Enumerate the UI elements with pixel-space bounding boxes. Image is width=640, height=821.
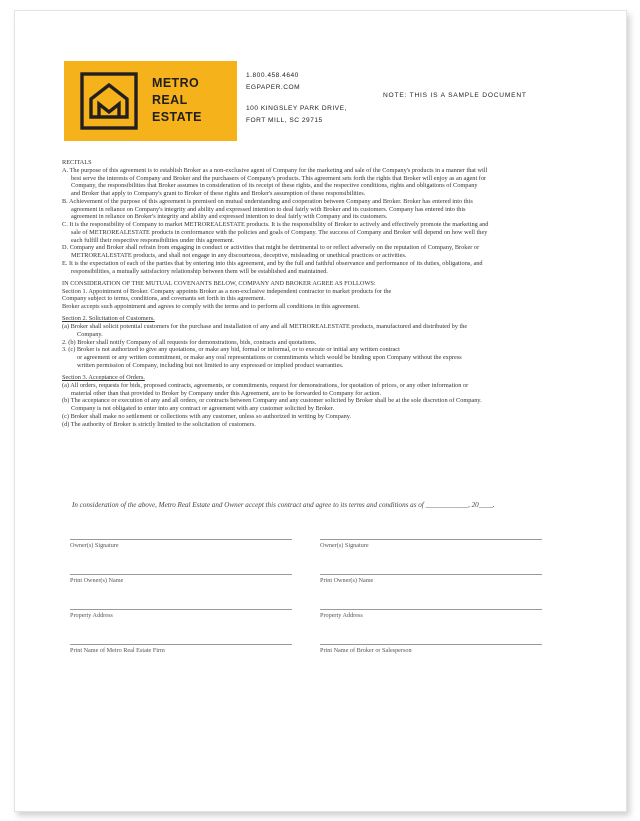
logo-wordmark [152,75,202,126]
recital-line: agreement in reliance on Broker's integrity and ability and expressed intention to deal fairly with Company and its customers. [71,213,388,221]
contact-street: 100 KINGSLEY PARK DRIVE, [246,105,347,112]
contact-phone: 1.800.458.4640 [246,72,299,79]
company-logo [64,61,237,141]
section-3 [62,374,592,428]
recital-line: and Broker that apply to Company's grant to Broker of these rights and Broker's assumption of these responsibilities. [71,190,366,197]
section-2-line: 3. (c) Broker is not authorized to give any quotations, or make any bid, formal or informal, or to execute or initial any written contract [62,346,400,354]
owner-signature-line-right[interactable]: Owner(s) Signature [320,539,542,549]
consideration-heading: IN CONSIDERATION OF THE MUTUAL COVENANTS BELOW, COMPANY AND BROKER AGREE AS FOLLOWS: [62,279,376,287]
section-2-line: written permission of Company, including but not limited to any expressed or implied product warranties. [77,361,344,369]
recital-line: D. Company and Broker shall refrain from engaging in conduct or activities that might be detrimental to or reflect adversely on the reputation of Company, Broker or [62,244,480,252]
section-2-line: 2. (b) Broker shall notify Company of all requests for demonstrations, bids, contracts and quotations. [62,338,317,346]
contact-city: FORT MILL, SC 29715 [246,116,323,124]
section-3-line: (d) The authority of Broker is strictly limited to the solicitation of customers. [62,420,256,428]
house-icon [80,72,138,130]
section-2-line: Company. [77,330,103,338]
section-2-line: (a) Broker shall solicit potential customers for the purchase and installation of any and all METROREALESTATE products, manufactured and distributed by the [62,323,468,330]
section-3-line: Company is not obligated to enter into any contract or agreement with any customer solicited by Broker. [71,405,335,412]
section-3-line: (a) All orders, requests for bids, proposed contracts, agreements, or commitments, request for demonstrations, for quotation of prices, or any other information or [62,381,469,389]
consideration-line: Company subject to terms, conditions, and covenants set forth in this agreement. [62,295,266,303]
property-address-line-left[interactable]: Property Address [70,609,292,619]
recital-line: Company, the responsibilities that Broker assumes in consideration of its receipt of these rights, and the respective conditions, rights and obligations of Company [71,182,478,190]
logo-line-3: ESTATE [152,110,202,124]
section-2-heading: Section 2. Solicitation of Customers. [62,315,155,323]
recital-line: sale of METROREALESTATE products in conformance with the policies and goals of Company. The success of Company and Broker will depend on how well they [71,228,488,236]
firm-name-line[interactable]: Print Name of Metro Real Estate Firm [70,644,292,654]
recitals-heading: RECITALS [62,159,92,166]
contact-website: EGPAPER.COM [246,83,301,91]
recital-line: C. It is the responsibility of Company to market METROREALESTATE products. It is the responsibility of Broker to actively and effectively promote the marketing and [62,221,489,228]
recital-line: each fulfill their respective responsibilities under this agreement. [71,236,235,244]
recital-line: A. The purpose of this agreement is to establish Broker as a non-exclusive agent of Company for the marketing and sale of the Company's products in a manner that will [62,166,488,174]
recital-line: best serve the interests of Company and Broker and the purchasers of Company's products. This agreement sets forth the rights that Broker will enjoy as an agent for [71,174,487,182]
recital-line: agreement in reliance on Company's integrity and ability and expressed intention to deal fairly with Broker and its customers. Company has entered into this [71,205,466,213]
logo-line-1: METRO [152,76,200,90]
section-3-line: (c) Broker shall make no settlement or collections with any customer, unless so authorized in writing by Company. [62,412,352,420]
property-address-line-right[interactable]: Property Address [320,609,542,619]
contact-block [246,70,347,126]
recitals-section [62,159,592,275]
section-2 [62,315,592,369]
logo-line-2: REAL [152,93,188,107]
consideration-section [62,280,592,311]
consideration-line: Section 1. Appointment of Broker. Company appoints Broker as a non-exclusive independent contractor to market products for the [62,287,392,295]
owner-name-line-left[interactable]: Print Owner(s) Name [70,574,292,584]
section-2-line: or agreement or any written commitment, or make any oral representations or commitments which would be binding upon Company without the express [77,354,462,361]
owner-signature-line-left[interactable]: Owner(s) Signature [70,539,292,549]
document-page [14,10,627,812]
recital-line: responsibilities, a mutually satisfactory relationship between them will be established and maintained. [71,267,328,275]
consideration-line: Broker accepts such appointment and agrees to comply with the terms and to perform all conditions in this agreement. [62,303,360,310]
section-3-line: (b) The acceptance or execution of any and all orders, or contracts between Company and any customer solicited by Broker shall be at the sole discretion of Company. [62,397,482,405]
broker-name-line[interactable]: Print Name of Broker or Salesperson [320,644,542,654]
signature-intro: In consideration of the above, Metro Real Estate and Owner accept this contract and agree to its terms and conditions as of ____________, 20____. [72,501,495,509]
sample-note: NOTE: THIS IS A SAMPLE DOCUMENT [383,92,527,99]
section-3-heading: Section 3. Acceptance of Orders. [62,374,145,381]
section-3-line: material other than that provided to Broker by Company under this Agreement, are to be forwarded to Company for action. [71,389,382,397]
recital-line: B. Achievement of the purpose of this agreement is premised on mutual understanding and cooperation between Company and Broker. Broker has entered into this [62,197,473,205]
recital-line: E. It is the expectation of each of the parties that by entering into this agreement, and by the full and faithful observance and performance of its duties, obligations, and [62,259,483,267]
agreement-body [62,159,592,433]
owner-name-line-right[interactable]: Print Owner(s) Name [320,574,542,584]
recital-line: METROREALESTATE products, and shall not engage in any discourteous, deceptive, misleading or unethical practices or activities. [71,252,407,259]
